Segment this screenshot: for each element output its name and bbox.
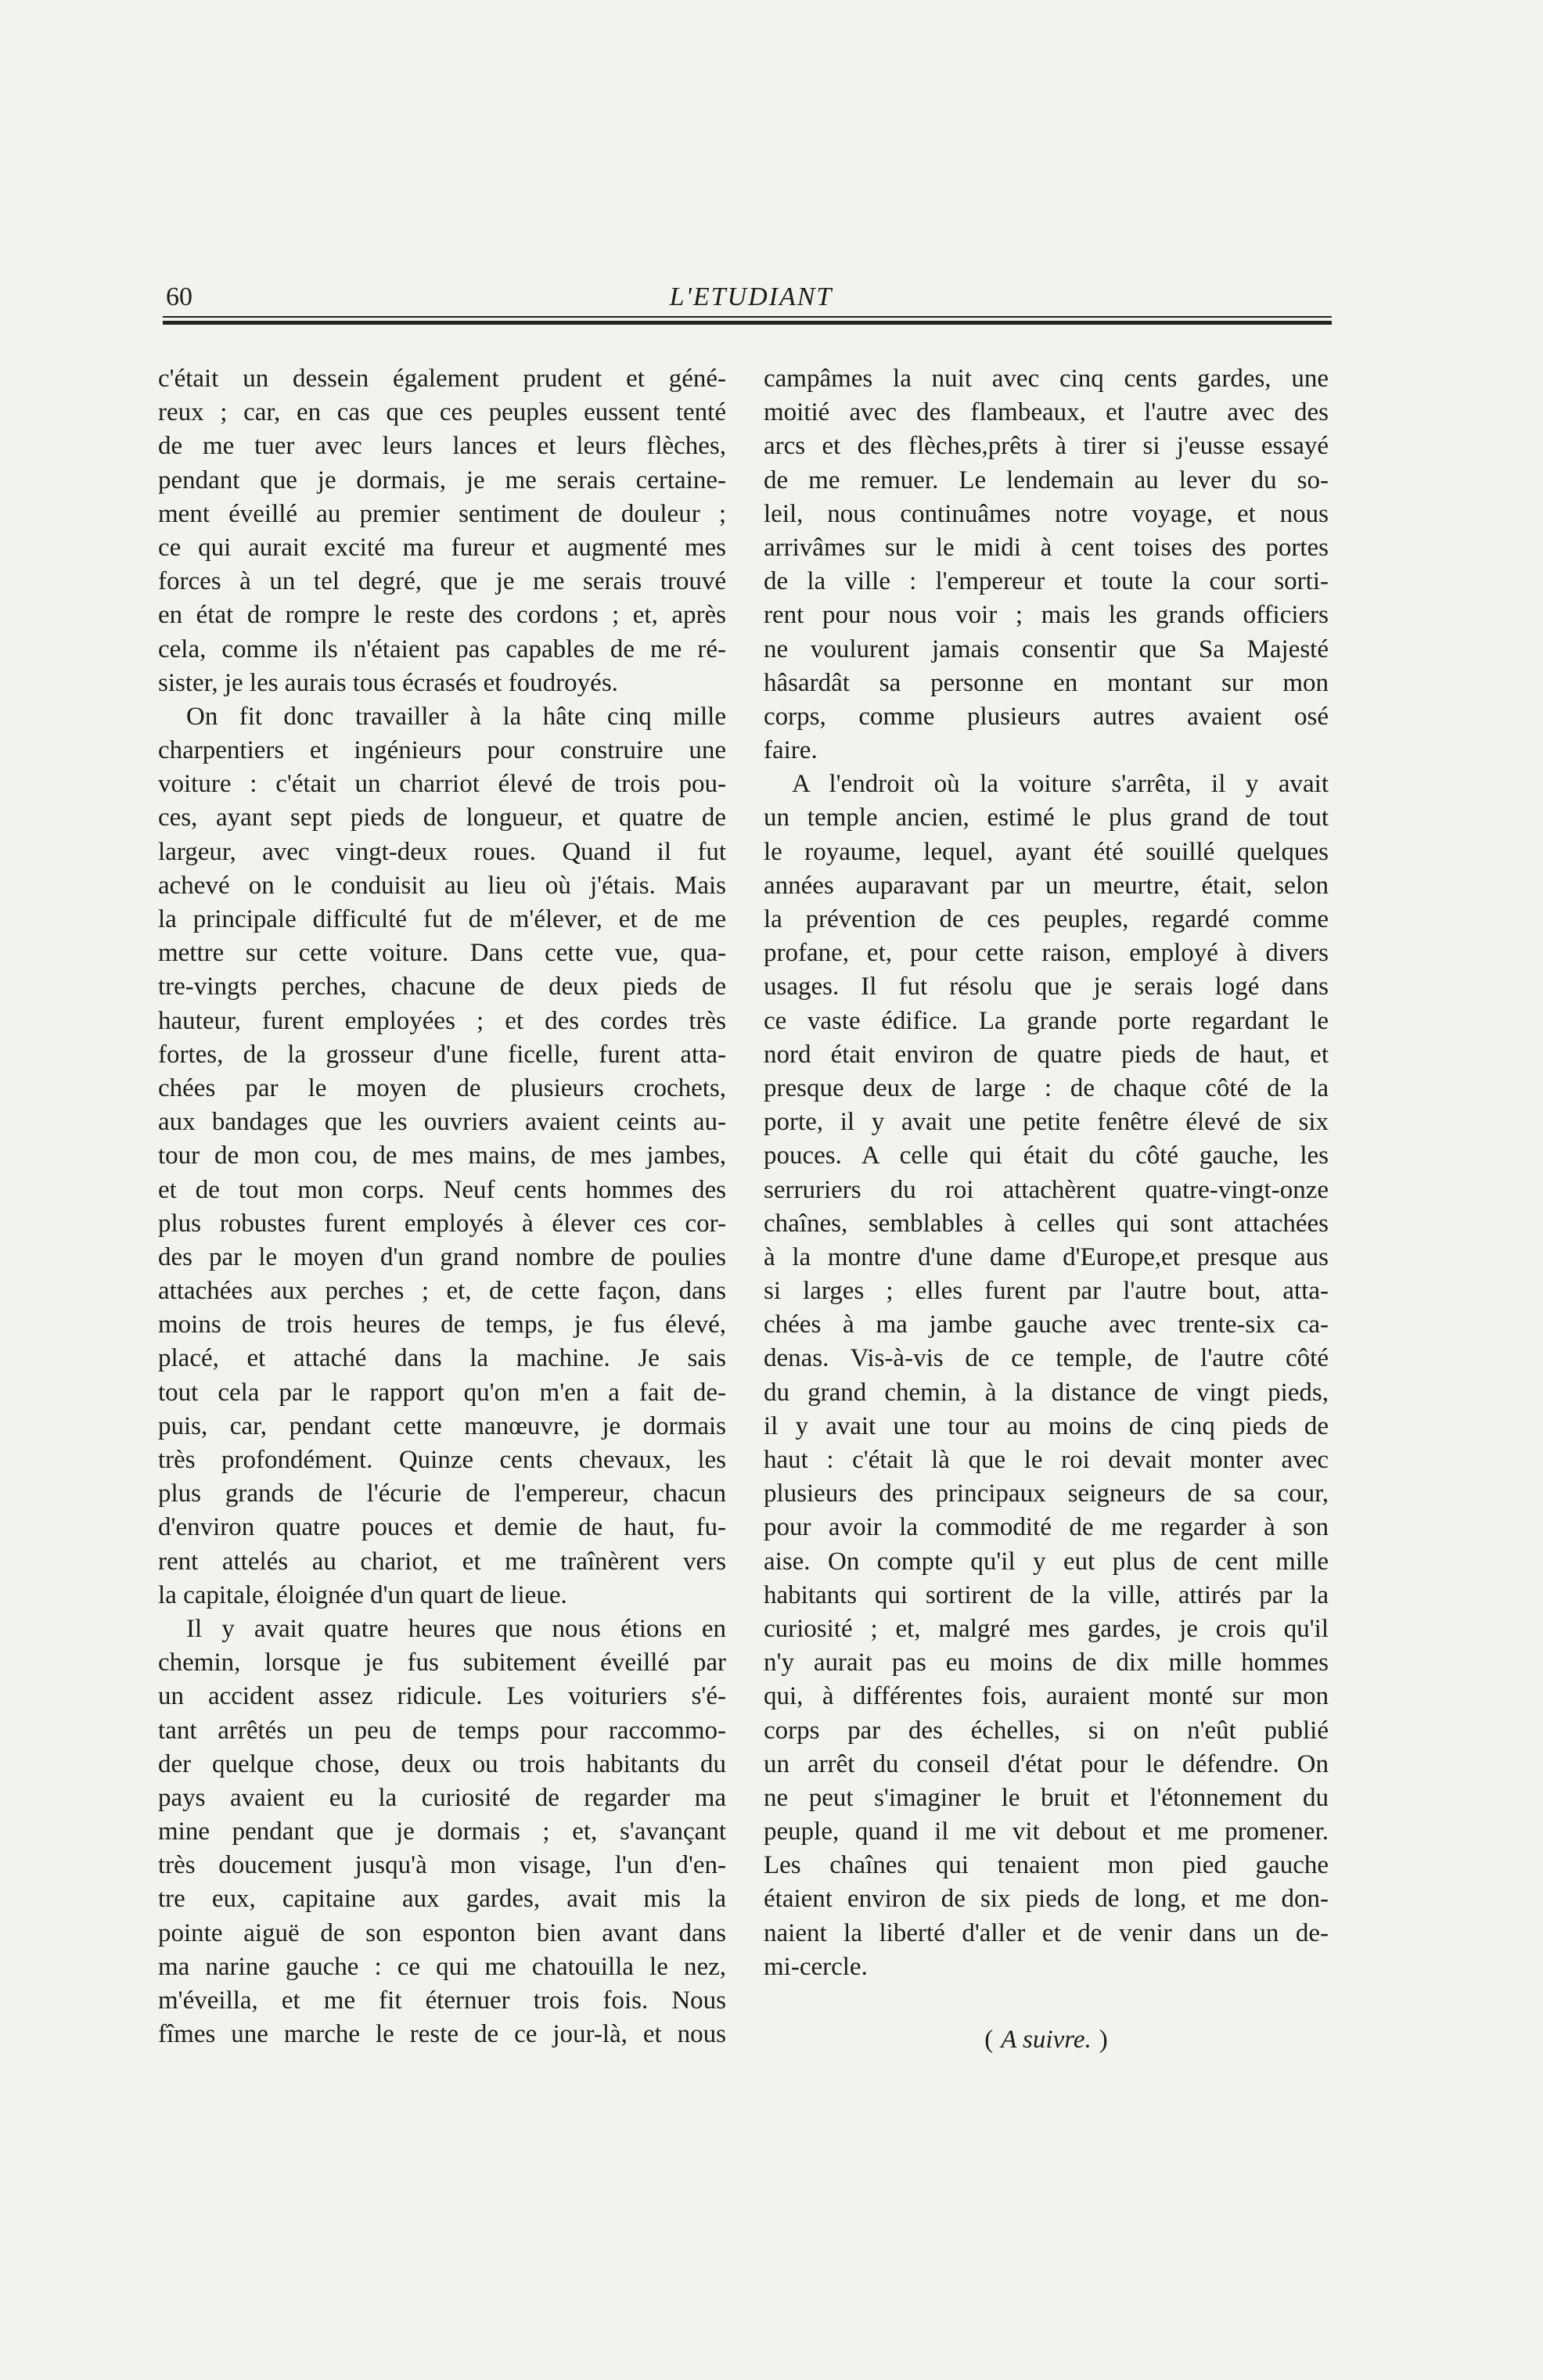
text-line: Il y avait quatre heures que nous étions en [186,1614,726,1643]
text-line: corps par des échelles, si on n'eût publié [764,1716,1329,1745]
text-line: usages. Il fut résolu que je serais logé dans [764,972,1329,1001]
text-line: la principale difficulté fut de m'élever, et de me [158,905,726,933]
text-line: moins de trois heures de temps, je fus élevé, [158,1310,726,1339]
text-line: campâmes la nuit avec cinq cents gardes, une [764,365,1329,393]
text-line: cela, comme ils n'étaient pas capables de me ré- [158,635,726,663]
paragraph [764,768,1329,1984]
text-line: chaînes, semblables à celles qui sont attachées [764,1209,1329,1238]
text-line: denas. Vis-à-vis de ce temple, de l'autre côté [764,1344,1329,1373]
text-line: pouces. A celle qui était du côté gauche, les [764,1141,1329,1170]
text-line: peuple, quand il me vit debout et me promener. [764,1817,1329,1846]
text-line: rent pour nous voir ; mais les grands officiers [764,601,1329,630]
continuation-text: A suivre. [1001,2026,1092,2054]
text-line: plusieurs des principaux seigneurs de sa cour, [764,1479,1329,1508]
text-line: reux ; car, en cas que ces peuples eussent tenté [158,398,726,427]
text-line: sister, je les aurais tous écrasés et foudroyés. [158,668,618,697]
text-line: n'y aurait pas eu moins de dix mille hommes [764,1648,1329,1677]
text-line: presque deux de large : de chaque côté de la [764,1073,1329,1102]
text-line: plus robustes furent employés à élever ces cor- [158,1209,726,1238]
text-line: naient la liberté d'aller et de venir dans un de- [764,1918,1329,1947]
text-line: placé, et attaché dans la machine. Je sais [158,1344,726,1373]
text-line: très doucement jusqu'à mon visage, l'un d'en- [158,1851,726,1880]
text-line: tant arrêtés un peu de temps pour raccommo- [158,1716,726,1745]
text-line: il y avait une tour au moins de cinq pieds de [764,1411,1329,1440]
text-line: fîmes une marche le reste de ce jour-là, et nous [158,2020,726,2049]
text-line: du grand chemin, à la distance de vingt pieds, [764,1378,1329,1407]
paragraph [158,362,726,700]
text-line: plus grands de l'écurie de l'empereur, chacun [158,1479,726,1508]
text-line: tre-vingts perches, chacune de deux pieds de [158,972,726,1001]
text-line: pendant que je dormais, je me serais certaine- [158,466,726,494]
text-line: ce vaste édifice. La grande porte regardant le [764,1006,1329,1035]
text-line: haut : c'était là que le roi devait monter avec [764,1446,1329,1474]
text-line: à la montre d'une dame d'Europe,et presque aus [764,1242,1329,1271]
text-line: arrivâmes sur le midi à cent toises des portes [764,533,1329,562]
text-line: curiosité ; et, malgré mes gardes, je crois qu'il [764,1614,1329,1643]
text-line: ment éveillé au premier sentiment de douleur ; [158,499,726,528]
text-line: achevé on le conduisit au lieu où j'étais. Mais [158,871,726,900]
paragraph [158,700,726,1612]
text-line: un temple ancien, estimé le plus grand de tout [764,804,1329,832]
text-line: années auparavant par un meurtre, était, selon [764,871,1329,900]
text-line: fortes, de la grosseur d'une ficelle, furent atta- [158,1040,726,1069]
header-rule-thick [163,321,1332,325]
text-line: forces à un tel degré, que je me serais trouvé [158,567,726,596]
text-line: d'environ quatre pouces et demie de haut, fu- [158,1513,726,1542]
right-column [764,362,1329,1984]
text-line: très profondément. Quinze cents chevaux, les [158,1446,726,1474]
text-line: porte, il y avait une petite fenêtre élevé de six [764,1108,1329,1137]
text-line: pointe aiguë de son esponton bien avant dans [158,1918,726,1947]
text-line: aise. On compte qu'il y eut plus de cent mille [764,1547,1329,1576]
text-line: en état de rompre le reste des cordons ; et, après [158,601,726,630]
text-line: la capitale, éloignée d'un quart de lieue. [158,1580,567,1609]
text-line: rent attelés au chariot, et me traînèrent vers [158,1547,726,1576]
text-line: puis, car, pendant cette manœuvre, je dormais [158,1411,726,1440]
text-line: pour avoir la commodité de me regarder à son [764,1513,1329,1542]
text-line: leil, nous continuâmes notre voyage, et nous [764,499,1329,528]
text-line: mi-cercle. [764,1952,868,1981]
text-line: profane, et, pour cette raison, employé à divers [764,939,1329,968]
text-line: habitants qui sortirent de la ville, attirés par la [764,1580,1329,1609]
text-line: charpentiers et ingénieurs pour construire une [158,736,726,765]
text-line: faire. [764,736,818,765]
text-line: hâsardât sa personne en montant sur mon [764,668,1329,697]
text-line: des par le moyen d'un grand nombre de poulies [158,1242,726,1271]
text-line: de me tuer avec leurs lances et leurs flèches, [158,432,726,461]
paragraph [764,362,1329,768]
text-line: tre eux, capitaine aux gardes, avait mis la [158,1885,726,1914]
text-line: tout cela par le rapport qu'on m'en a fait de- [158,1378,726,1407]
running-title: L'ETUDIANT [669,282,833,311]
text-line: nord était environ de quatre pieds de haut, et [764,1040,1329,1069]
paragraph [158,1612,726,2051]
text-line: si larges ; elles furent par l'autre bout, atta- [764,1277,1329,1306]
text-line: der quelque chose, deux ou trois habitants du [158,1749,726,1778]
text-line: ma narine gauche : ce qui me chatouilla le nez, [158,1952,726,1981]
text-line: mine pendant que je dormais ; et, s'avançant [158,1817,726,1846]
text-line: ces, ayant sept pieds de longueur, et quatre de [158,804,726,832]
text-line: moitié avec des flambeaux, et l'autre avec des [764,398,1329,427]
page-number: 60 [166,282,192,311]
text-line: chées à ma jambe gauche avec trente-six ca- [764,1310,1329,1339]
text-line: ne voulurent jamais consentir que Sa Majesté [764,635,1329,663]
left-column [158,362,726,2051]
text-line: qui, à différentes fois, auraient monté sur mon [764,1682,1329,1711]
text-line: On fit donc travailler à la hâte cinq mille [186,702,726,731]
text-line: largeur, avec vingt-deux roues. Quand il fut [158,837,726,866]
text-line: arcs et des flèches,prêts à tirer si j'eusse essayé [764,432,1329,461]
text-line: A l'endroit où la voiture s'arrêta, il y avait [792,770,1329,799]
text-line: hauteur, furent employées ; et des cordes très [158,1006,726,1035]
text-line: aux bandages que les ouvriers avaient ceints au- [158,1108,726,1137]
header-rule-thin [163,316,1332,318]
text-line: la prévention de ces peuples, regardé comme [764,905,1329,933]
text-line: étaient environ de six pieds de long, et me don- [764,1885,1329,1914]
text-line: le royaume, lequel, ayant été souillé quelques [764,837,1329,866]
text-line: attachées aux perches ; et, de cette façon, dans [158,1277,726,1306]
text-line: c'était un dessein également prudent et géné- [158,365,726,393]
text-line: serruriers du roi attachèrent quatre-vingt-onze [764,1175,1329,1204]
text-line: un accident assez ridicule. Les voituriers s'é- [158,1682,726,1711]
continuation-note [764,2023,1329,2057]
text-line: mettre sur cette voiture. Dans cette vue, qua- [158,939,726,968]
text-line: tour de mon cou, de mes mains, de mes jambes, [158,1141,726,1170]
text-line: chemin, lorsque je fus subitement éveillé par [158,1648,726,1677]
text-line: ne peut s'imaginer le bruit et l'étonnement du [764,1783,1329,1812]
text-line: corps, comme plusieurs autres avaient osé [764,702,1329,731]
text-line: de me remuer. Le lendemain au lever du so- [764,466,1329,494]
text-line: chées par le moyen de plusieurs crochets, [158,1073,726,1102]
text-line: m'éveilla, et me fit éternuer trois fois. Nous [158,1986,726,2015]
text-line: pays avaient eu la curiosité de regarder ma [158,1783,726,1812]
continuation-open-paren: ( [984,2026,994,2054]
text-line: un arrêt du conseil d'état pour le défendre. On [764,1749,1329,1778]
text-line: voiture : c'était un charriot élevé de trois pou- [158,770,726,799]
text-line: de la ville : l'empereur et toute la cour sorti- [764,567,1329,596]
continuation-close-paren: ) [1099,2026,1108,2054]
text-line: ce qui aurait excité ma fureur et augmenté mes [158,533,726,562]
text-line: et de tout mon corps. Neuf cents hommes des [158,1175,726,1204]
text-line: Les chaînes qui tenaient mon pied gauche [764,1851,1329,1880]
